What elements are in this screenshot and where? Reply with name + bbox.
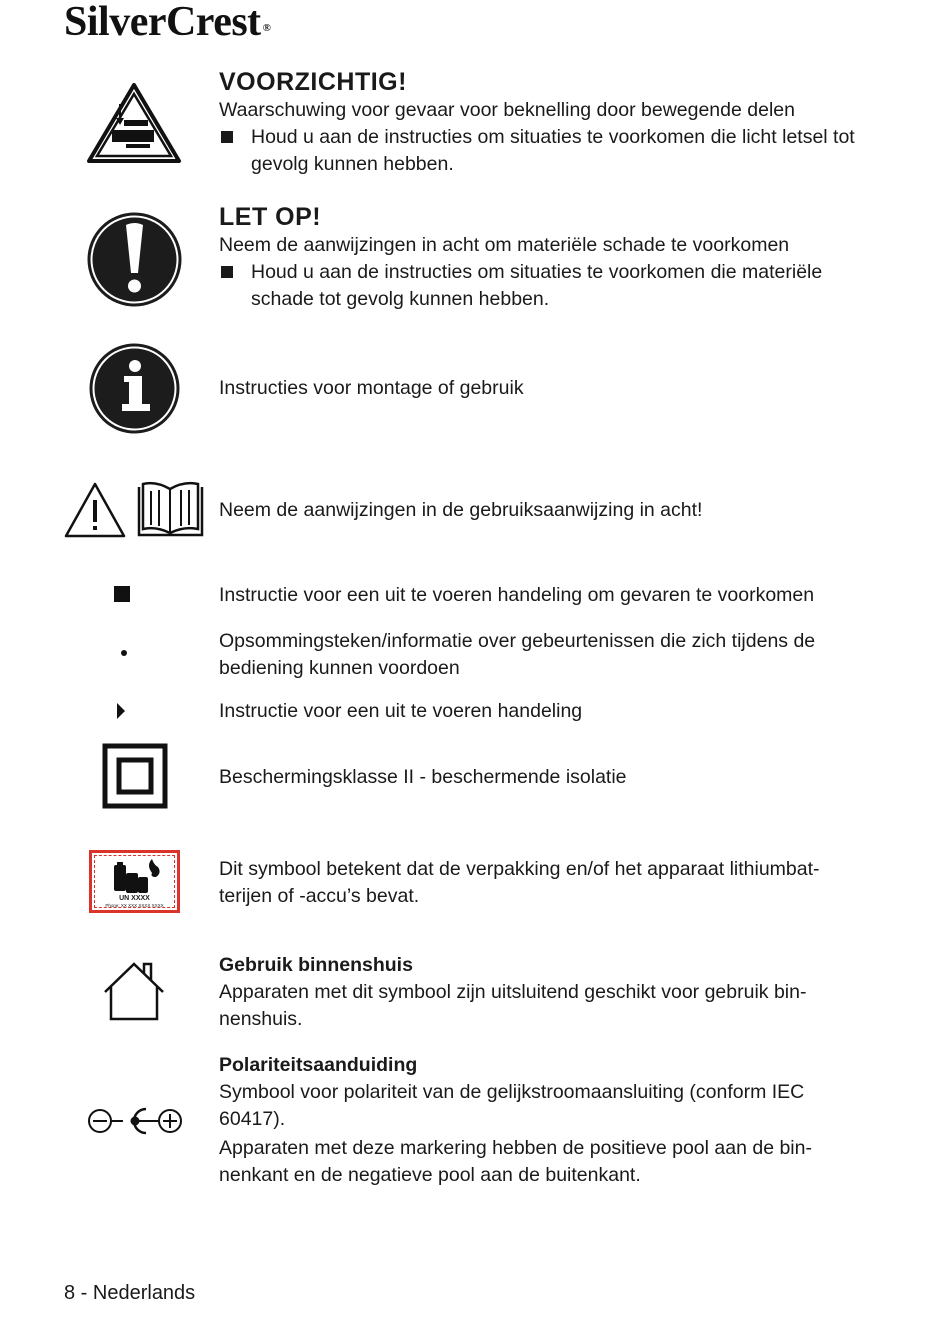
polarity-text-1: Symbool voor polariteit van de gelijkstroomaansluiting (conform IEC 60417).: [219, 1081, 805, 1130]
polarity-title: Polariteitsaanduiding: [219, 1054, 418, 1076]
caution-bullet-text: Houd u aan de instructies om situaties te voorkomen die licht letsel tot gevolg kunnen hebben.: [251, 126, 855, 175]
square-bullet-icon: [114, 586, 130, 602]
lithium-label-phone: Phone: XX XXX XXXX XXXX: [105, 903, 164, 908]
manual-text: Neem de aanwijzingen in de gebruiksaanwijzing in acht!: [219, 499, 703, 521]
registered-mark: ®: [262, 22, 271, 34]
lithium-battery-label-icon: [89, 850, 180, 913]
info-icon: [88, 342, 181, 435]
hand-crush-warning-icon: [86, 82, 182, 164]
dot-text: Opsommingsteken/informatie over gebeurtenissen die zich tijdens de bediening kunnen voordoen: [219, 630, 816, 679]
brand-name: SilverCrest: [64, 0, 261, 45]
caution-title: VOORZICHTIG!: [219, 68, 407, 96]
notice-bullet: [219, 259, 859, 313]
dot-bullet-icon: [121, 650, 127, 656]
notice-bullet-text: Houd u aan de instructies om situaties te voorkomen die materiële schade tot gevolg kunnen hebben.: [251, 261, 823, 310]
arrow-text: Instructie voor een uit te voeren handeling: [219, 700, 583, 722]
page-footer: 8 - Nederlands: [64, 1282, 196, 1304]
class2-text: Beschermingsklasse II - beschermende isolatie: [219, 766, 627, 788]
lithium-label-code: UN XXXX: [119, 895, 150, 902]
square-bullet-icon: [221, 131, 233, 143]
battery-flame-icon: [112, 859, 162, 895]
protection-class-ii-icon: [102, 743, 168, 809]
notice-title: LET OP!: [219, 203, 322, 231]
info-text: Instructies voor montage of gebruik: [219, 377, 524, 399]
square-text: Instructie voor een uit te voeren handeling om gevaren te voorkomen: [219, 584, 815, 606]
arrow-bullet-icon: [116, 702, 126, 720]
indoor-block: [219, 952, 859, 1033]
polarity-block: [219, 1052, 859, 1189]
lithium-text: Dit symbool betekent dat de verpakking en/of het apparaat lithiumbat-terijen of -accu’s bevat.: [219, 858, 820, 907]
exclamation-icon: [86, 211, 183, 308]
caution-bullet: [219, 124, 859, 178]
notice-block: [219, 202, 859, 313]
brand-logo: [64, 0, 271, 45]
indoor-title: Gebruik binnenshuis: [219, 954, 413, 976]
square-bullet-icon: [221, 266, 233, 278]
caution-block: [219, 67, 859, 178]
polarity-text-2: Apparaten met deze markering hebben de positieve pool aan de bin-nenkant en de negatieve pool aan de buitenkant.: [219, 1137, 812, 1186]
caution-text: Waarschuwing voor gevaar voor beknelling door bewegende delen: [219, 99, 795, 121]
polarity-icon: [86, 1103, 184, 1139]
notice-text: Neem de aanwijzingen in acht om materiële schade te voorkomen: [219, 234, 790, 256]
house-icon: [101, 960, 167, 1022]
read-manual-icon: [63, 481, 205, 539]
indoor-text: Apparaten met dit symbool zijn uitsluitend geschikt voor gebruik bin-nenshuis.: [219, 981, 807, 1030]
